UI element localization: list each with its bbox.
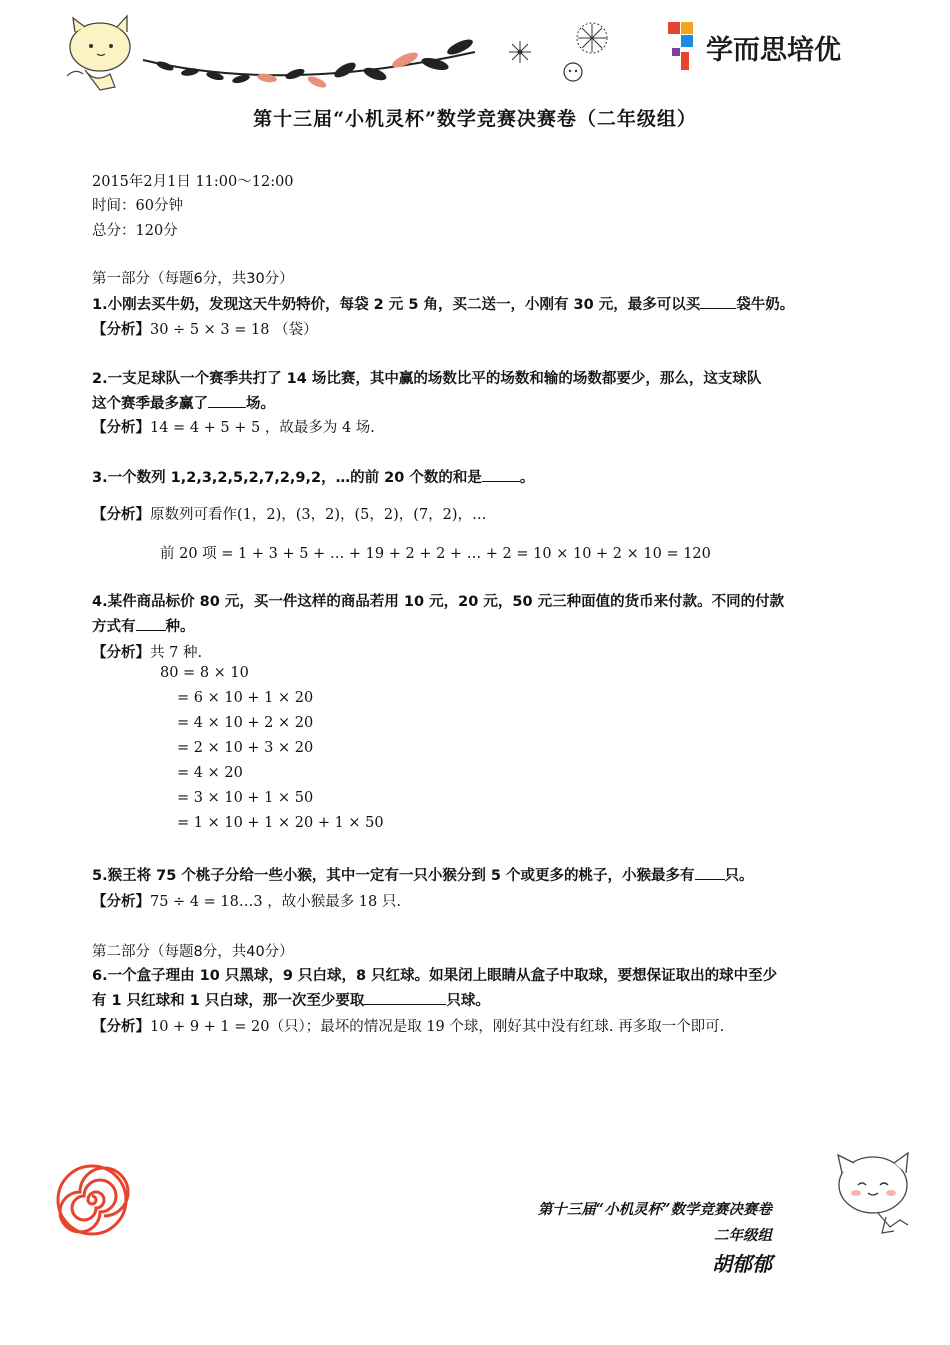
question-6 [92,964,872,1014]
analysis-label: 【分析】 [92,894,150,910]
spiral-icon [52,1160,132,1240]
question-6-line2: 有 1 只红球和 1 只白球，那一次至少要取 [92,993,365,1009]
question-3 [92,466,872,491]
brand-logo-text: 学而思培优 [706,35,841,66]
question-1-text-end: 袋牛奶。 [736,297,795,313]
equation-line: = 4 × 20 [177,765,243,781]
answer-blank[interactable] [695,865,725,880]
equation-line: = 3 × 10 + 1 × 50 [177,790,314,806]
equation-line: 80 = 8 × 10 [160,665,249,681]
analysis-label: 【分析】 [92,1019,150,1035]
part2-heading: 第二部分（每题8分，共40分） [92,944,294,960]
question-4-line2: 方式有 [92,619,136,635]
question-5-text-end: 只。 [724,868,754,884]
brand-logo-mark-icon [668,22,698,72]
analysis-3-formula: 前 20 项 = 1 + 3 + 5 + … + 19 + 2 + 2 + … + 2 = 10 × 10 + 2 × 10 = 120 [160,546,711,562]
question-3-text: 3.一个数列 1,2,3,2,5,2,7,2,9,2，…的前 20 个数的和是 [92,470,482,486]
analysis-4 [92,641,202,662]
question-2-line2: 这个赛季最多赢了 [92,396,208,412]
analysis-3-text: 原数列可看作(1，2)，(3，2)，(5，2)，(7，2)，… [150,507,487,523]
question-5-text: 5.猴王将 75 个桃子分给一些小猴，其中一定有一只小猴分到 5 个或更多的桃子，小猴最多有 [92,868,695,884]
analysis-5 [92,890,401,911]
equation-line: = 1 × 10 + 1 × 20 + 1 × 50 [177,815,384,831]
analysis-6-text: 10 + 9 + 1 = 20（只）；最坏的情况是取 19 个球，刚好其中没有红球. 再多取一个即可. [150,1019,725,1035]
analysis-3 [92,503,487,524]
cat-face-doodle-icon [828,1145,918,1240]
question-4-line2-end: 种。 [165,619,195,635]
answer-blank[interactable] [482,467,520,482]
question-4 [92,590,872,640]
equation-line: = 6 × 10 + 1 × 20 [177,690,314,706]
question-6-line1: 6.一个盒子理由 10 只黑球，9 只白球，8 只红球。如果闭上眼睛从盒子中取球，要想保证取出的球中至少 [92,968,778,984]
analysis-1 [92,318,318,339]
analysis-5-text: 75 ÷ 4 = 18…3 ，故小猴最多 18 只. [150,894,401,910]
exam-time: 时间：60分钟 [92,198,183,214]
question-3-text-end: 。 [519,470,535,486]
analysis-label: 【分析】 [92,645,150,661]
footer-author: 胡郁郁 [712,1252,772,1276]
exam-date: 2015年2月1日 11:00～12:00 [92,174,294,190]
question-4-line1: 4.某件商品标价 80 元，买一件这样的商品若用 10 元，20 元，50 元三种面值的货币来付款。不同的付款 [92,594,785,610]
analysis-label: 【分析】 [92,420,150,436]
vine-decoration [143,37,475,90]
analysis-1-text: 30 ÷ 5 × 3 = 18 （袋） [150,322,318,338]
question-5 [92,864,872,889]
header-decoration [55,12,615,107]
question-6-line2-end: 只球。 [446,993,490,1009]
analysis-label: 【分析】 [92,322,150,338]
answer-blank[interactable] [700,294,736,309]
dandelion-icon [509,23,607,63]
answer-blank[interactable] [208,393,246,408]
analysis-6 [92,1015,724,1036]
analysis-label: 【分析】 [92,507,150,523]
small-face-icon [564,63,582,81]
question-2 [92,367,872,417]
answer-blank[interactable] [136,616,166,631]
equation-line: = 4 × 10 + 2 × 20 [177,715,314,731]
brand-logo [668,22,868,72]
question-1 [92,293,872,318]
question-2-line1: 2.一支足球队一个赛季共打了 14 场比赛，其中赢的场数比平的场数和输的场数都要少，那么，这支球队 [92,371,762,387]
answer-blank[interactable] [364,990,446,1005]
question-2-line2-end: 场。 [246,396,275,412]
question-1-text: 1.小刚去买牛奶，发现这天牛奶特价，每袋 2 元 5 角，买二送一，小刚有 30 元，最多可以买 [92,297,701,313]
equation-line: = 2 × 10 + 3 × 20 [177,740,314,756]
exam-total-score: 总分：120分 [92,223,178,239]
footer-grade: 二年级组 [714,1227,772,1244]
part1-heading: 第一部分（每题6分，共30分） [92,271,294,287]
analysis-2 [92,416,375,437]
footer-exam-name: 第十三届“小机灵杯”数学竞赛决赛卷 [537,1201,772,1218]
page-title: 第十三届“小机灵杯”数学竞赛决赛卷（二年级组） [253,108,697,130]
cat-doodle-icon [67,16,130,90]
analysis-4-text: 共 7 种. [150,645,203,661]
analysis-2-text: 14 = 4 + 5 + 5 ，故最多为 4 场. [150,420,375,436]
